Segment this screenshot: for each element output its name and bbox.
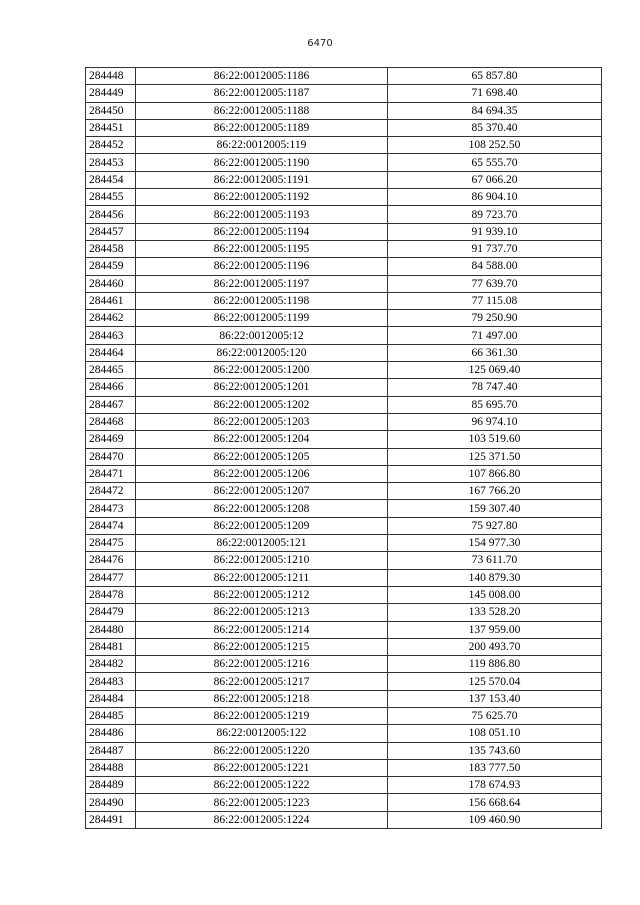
- cadastral-value-cell: 125 371.50: [388, 448, 602, 465]
- row-number-cell: 284479: [86, 604, 136, 621]
- table-row: [86, 638, 602, 655]
- table-row: [86, 85, 602, 102]
- cadastral-value-cell: 108 051.10: [388, 725, 602, 742]
- cadastral-number-cell: 86:22:0012005:1213: [136, 604, 388, 621]
- table-row: [86, 413, 602, 430]
- cadastral-value-cell: 137 153.40: [388, 690, 602, 707]
- cadastral-value-cell: 91 737.70: [388, 240, 602, 257]
- table-body: [86, 68, 602, 829]
- cadastral-number-cell: 86:22:0012005:1221: [136, 759, 388, 776]
- cadastral-number-cell: 86:22:0012005:1217: [136, 673, 388, 690]
- cadastral-value-cell: 84 694.35: [388, 102, 602, 119]
- row-number-cell: 284480: [86, 621, 136, 638]
- cadastral-number-cell: 86:22:0012005:1220: [136, 742, 388, 759]
- cadastral-number-cell: 86:22:0012005:1205: [136, 448, 388, 465]
- row-number-cell: 284460: [86, 275, 136, 292]
- row-number-cell: 284475: [86, 535, 136, 552]
- cadastral-number-cell: 86:22:0012005:1212: [136, 586, 388, 603]
- cadastral-number-cell: 86:22:0012005:1209: [136, 517, 388, 534]
- table-row: [86, 189, 602, 206]
- table-row: [86, 448, 602, 465]
- cadastral-value-cell: 84 588.00: [388, 258, 602, 275]
- row-number-cell: 284453: [86, 154, 136, 171]
- cadastral-number-cell: 86:22:0012005:1186: [136, 68, 388, 85]
- cadastral-number-cell: 86:22:0012005:1196: [136, 258, 388, 275]
- table-row: [86, 119, 602, 136]
- row-number-cell: 284468: [86, 413, 136, 430]
- table-row: [86, 310, 602, 327]
- table-row: [86, 465, 602, 482]
- page-number: 6470: [307, 38, 333, 49]
- row-number-cell: 284466: [86, 379, 136, 396]
- cadastral-number-cell: 86:22:0012005:1222: [136, 777, 388, 794]
- table-row: [86, 569, 602, 586]
- cadastral-number-cell: 86:22:0012005:1191: [136, 171, 388, 188]
- table-row: [86, 742, 602, 759]
- row-number-cell: 284457: [86, 223, 136, 240]
- cadastral-value-cell: 178 674.93: [388, 777, 602, 794]
- cadastral-number-cell: 86:22:0012005:119: [136, 137, 388, 154]
- cadastral-value-cell: 135 743.60: [388, 742, 602, 759]
- cadastral-number-cell: 86:22:0012005:1188: [136, 102, 388, 119]
- cadastral-number-cell: 86:22:0012005:12: [136, 327, 388, 344]
- table-row: [86, 344, 602, 361]
- cadastral-number-cell: 86:22:0012005:1200: [136, 362, 388, 379]
- cadastral-value-cell: 78 747.40: [388, 379, 602, 396]
- cadastral-number-cell: 86:22:0012005:1195: [136, 240, 388, 257]
- cadastral-number-cell: 86:22:0012005:1211: [136, 569, 388, 586]
- cadastral-value-cell: 103 519.60: [388, 431, 602, 448]
- row-number-cell: 284465: [86, 362, 136, 379]
- cadastral-number-cell: 86:22:0012005:1216: [136, 656, 388, 673]
- cadastral-number-cell: 86:22:0012005:122: [136, 725, 388, 742]
- cadastral-number-cell: 86:22:0012005:1215: [136, 638, 388, 655]
- cadastral-value-cell: 108 252.50: [388, 137, 602, 154]
- cadastral-number-cell: 86:22:0012005:1214: [136, 621, 388, 638]
- table-row: [86, 811, 602, 828]
- cadastral-value-cell: 89 723.70: [388, 206, 602, 223]
- table-row: [86, 777, 602, 794]
- row-number-cell: 284448: [86, 68, 136, 85]
- cadastral-number-cell: 86:22:0012005:1189: [136, 119, 388, 136]
- cadastral-number-cell: 86:22:0012005:1223: [136, 794, 388, 811]
- row-number-cell: 284455: [86, 189, 136, 206]
- cadastral-value-cell: 79 250.90: [388, 310, 602, 327]
- cadastral-number-cell: 86:22:0012005:121: [136, 535, 388, 552]
- row-number-cell: 284473: [86, 500, 136, 517]
- table-row: [86, 500, 602, 517]
- row-number-cell: 284476: [86, 552, 136, 569]
- row-number-cell: 284459: [86, 258, 136, 275]
- cadastral-value-cell: 71 497.00: [388, 327, 602, 344]
- cadastral-number-cell: 86:22:0012005:1202: [136, 396, 388, 413]
- cadastral-value-cell: 154 977.30: [388, 535, 602, 552]
- cadastral-value-cell: 71 698.40: [388, 85, 602, 102]
- cadastral-value-cell: 85 370.40: [388, 119, 602, 136]
- row-number-cell: 284477: [86, 569, 136, 586]
- table-row: [86, 240, 602, 257]
- cadastral-number-cell: 86:22:0012005:1194: [136, 223, 388, 240]
- table-row: [86, 275, 602, 292]
- table-row: [86, 327, 602, 344]
- cadastral-value-cell: 91 939.10: [388, 223, 602, 240]
- table-row: [86, 137, 602, 154]
- row-number-cell: 284489: [86, 777, 136, 794]
- cadastral-value-cell: 137 959.00: [388, 621, 602, 638]
- cadastral-value-cell: 183 777.50: [388, 759, 602, 776]
- cadastral-number-cell: 86:22:0012005:1224: [136, 811, 388, 828]
- cadastral-value-cell: 119 886.80: [388, 656, 602, 673]
- row-number-cell: 284483: [86, 673, 136, 690]
- cadastral-value-cell: 107 866.80: [388, 465, 602, 482]
- cadastral-value-cell: 125 069.40: [388, 362, 602, 379]
- cadastral-number-cell: 86:22:0012005:1197: [136, 275, 388, 292]
- row-number-cell: 284469: [86, 431, 136, 448]
- row-number-cell: 284484: [86, 690, 136, 707]
- table-row: [86, 223, 602, 240]
- table-row: [86, 379, 602, 396]
- cadastral-value-cell: 133 528.20: [388, 604, 602, 621]
- cadastral-number-cell: 86:22:0012005:1218: [136, 690, 388, 707]
- table-row: [86, 707, 602, 724]
- cadastral-value-cell: 145 008.00: [388, 586, 602, 603]
- row-number-cell: 284462: [86, 310, 136, 327]
- row-number-cell: 284478: [86, 586, 136, 603]
- row-number-cell: 284449: [86, 85, 136, 102]
- cadastral-value-cell: 65 857.80: [388, 68, 602, 85]
- row-number-cell: 284463: [86, 327, 136, 344]
- cadastral-value-cell: 77 115.08: [388, 292, 602, 309]
- row-number-cell: 284452: [86, 137, 136, 154]
- row-number-cell: 284472: [86, 483, 136, 500]
- row-number-cell: 284486: [86, 725, 136, 742]
- cadastral-number-cell: 86:22:0012005:1199: [136, 310, 388, 327]
- table-row: [86, 690, 602, 707]
- cadastral-value-cell: 75 927.80: [388, 517, 602, 534]
- table-row: [86, 258, 602, 275]
- cadastral-value-cell: 200 493.70: [388, 638, 602, 655]
- cadastral-number-cell: 86:22:0012005:1204: [136, 431, 388, 448]
- cadastral-number-cell: 86:22:0012005:1187: [136, 85, 388, 102]
- table-row: [86, 621, 602, 638]
- row-number-cell: 284488: [86, 759, 136, 776]
- table-row: [86, 604, 602, 621]
- cadastral-value-cell: 67 066.20: [388, 171, 602, 188]
- table-row: [86, 431, 602, 448]
- table-row: [86, 68, 602, 85]
- table-row: [86, 725, 602, 742]
- cadastral-value-cell: 159 307.40: [388, 500, 602, 517]
- table-row: [86, 656, 602, 673]
- row-number-cell: 284450: [86, 102, 136, 119]
- row-number-cell: 284451: [86, 119, 136, 136]
- table-row: [86, 673, 602, 690]
- cadastral-number-cell: 86:22:0012005:1219: [136, 707, 388, 724]
- row-number-cell: 284490: [86, 794, 136, 811]
- table-row: [86, 396, 602, 413]
- table-row: [86, 759, 602, 776]
- cadastral-number-cell: 86:22:0012005:1193: [136, 206, 388, 223]
- cadastral-number-cell: 86:22:0012005:1198: [136, 292, 388, 309]
- cadastral-value-cell: 109 460.90: [388, 811, 602, 828]
- row-number-cell: 284461: [86, 292, 136, 309]
- row-number-cell: 284470: [86, 448, 136, 465]
- row-number-cell: 284482: [86, 656, 136, 673]
- cadastral-number-cell: 86:22:0012005:1192: [136, 189, 388, 206]
- cadastral-value-cell: 73 611.70: [388, 552, 602, 569]
- cadastral-value-cell: 77 639.70: [388, 275, 602, 292]
- row-number-cell: 284481: [86, 638, 136, 655]
- row-number-cell: 284458: [86, 240, 136, 257]
- cadastral-value-cell: 66 361.30: [388, 344, 602, 361]
- table-row: [86, 586, 602, 603]
- cadastral-number-cell: 86:22:0012005:1210: [136, 552, 388, 569]
- table-row: [86, 102, 602, 119]
- row-number-cell: 284471: [86, 465, 136, 482]
- cadastral-value-cell: 140 879.30: [388, 569, 602, 586]
- cadastral-number-cell: 86:22:0012005:1208: [136, 500, 388, 517]
- cadastral-value-cell: 86 904.10: [388, 189, 602, 206]
- cadastral-number-cell: 86:22:0012005:120: [136, 344, 388, 361]
- table-row: [86, 362, 602, 379]
- row-number-cell: 284454: [86, 171, 136, 188]
- cadastral-number-cell: 86:22:0012005:1206: [136, 465, 388, 482]
- cadastral-value-cell: 65 555.70: [388, 154, 602, 171]
- cadastral-number-cell: 86:22:0012005:1203: [136, 413, 388, 430]
- table-row: [86, 535, 602, 552]
- cadastral-number-cell: 86:22:0012005:1207: [136, 483, 388, 500]
- table-row: [86, 171, 602, 188]
- row-number-cell: 284464: [86, 344, 136, 361]
- row-number-cell: 284491: [86, 811, 136, 828]
- cadastral-value-cell: 85 695.70: [388, 396, 602, 413]
- row-number-cell: 284485: [86, 707, 136, 724]
- table-row: [86, 794, 602, 811]
- cadastral-value-cell: 125 570.04: [388, 673, 602, 690]
- row-number-cell: 284487: [86, 742, 136, 759]
- cadastral-value-table: [85, 67, 602, 829]
- table-row: [86, 292, 602, 309]
- row-number-cell: 284456: [86, 206, 136, 223]
- cadastral-value-cell: 167 766.20: [388, 483, 602, 500]
- table-row: [86, 154, 602, 171]
- table-row: [86, 517, 602, 534]
- cadastral-value-cell: 96 974.10: [388, 413, 602, 430]
- row-number-cell: 284467: [86, 396, 136, 413]
- row-number-cell: 284474: [86, 517, 136, 534]
- cadastral-number-cell: 86:22:0012005:1190: [136, 154, 388, 171]
- cadastral-value-cell: 156 668.64: [388, 794, 602, 811]
- table-row: [86, 206, 602, 223]
- table-row: [86, 483, 602, 500]
- cadastral-value-cell: 75 625.70: [388, 707, 602, 724]
- table-row: [86, 552, 602, 569]
- cadastral-number-cell: 86:22:0012005:1201: [136, 379, 388, 396]
